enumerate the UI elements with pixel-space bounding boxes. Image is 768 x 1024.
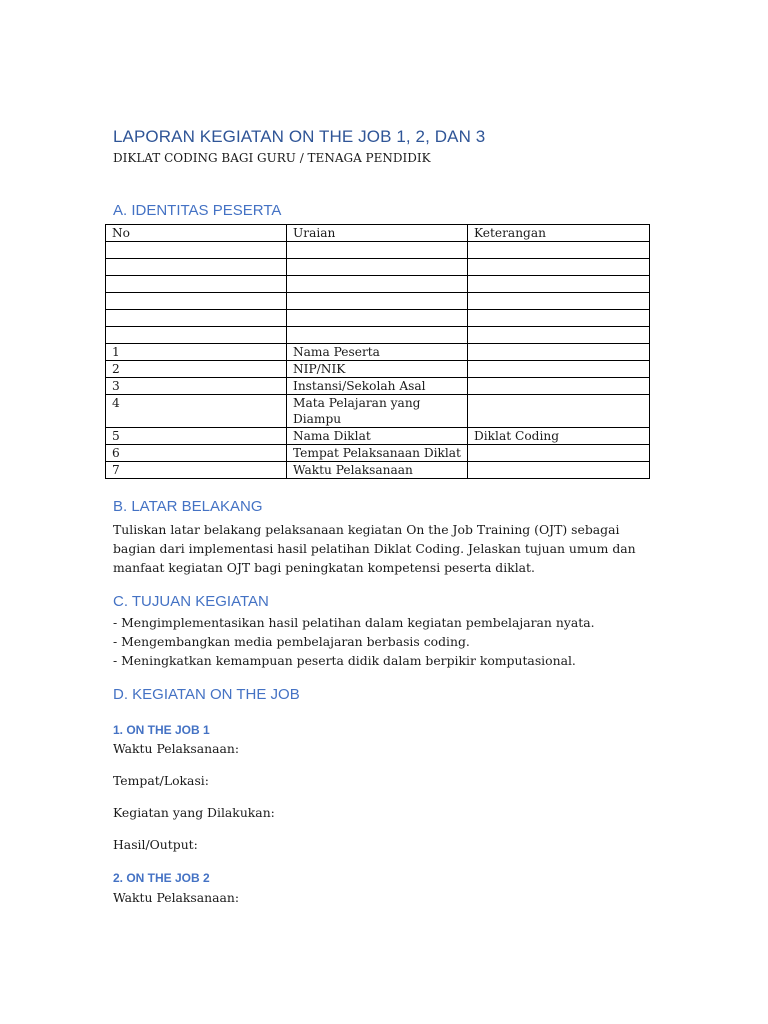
- objective-item: - Mengembangkan media pembelajaran berbasis coding.: [113, 634, 470, 649]
- cell-keterangan: [468, 344, 650, 361]
- cell-uraian: Instansi/Sekolah Asal: [287, 378, 468, 395]
- cell-uraian: Nama Peserta: [287, 344, 468, 361]
- identity-table: [105, 224, 650, 479]
- cell-keterangan: [468, 378, 650, 395]
- cell-keterangan: [468, 462, 650, 479]
- cell-keterangan: [468, 361, 650, 378]
- table-header-row: [106, 225, 650, 242]
- table-row: [106, 395, 650, 428]
- table-row: [106, 428, 650, 445]
- document-subtitle: DIKLAT CODING BAGI GURU / TENAGA PENDIDIK: [113, 151, 431, 165]
- table-row-empty: [106, 310, 650, 327]
- job2-field-time: Waktu Pelaksanaan:: [113, 890, 240, 905]
- cell-no: 3: [106, 378, 287, 395]
- cell-keterangan: [468, 445, 650, 462]
- cell-no: 5: [106, 428, 287, 445]
- job1-field-location: Tempat/Lokasi:: [113, 773, 209, 788]
- table-row: [106, 344, 650, 361]
- job2-heading: 2. ON THE JOB 2: [113, 871, 210, 885]
- cell-uraian: Tempat Pelaksanaan Diklat: [287, 445, 468, 462]
- job1-field-output: Hasil/Output:: [113, 837, 198, 852]
- header-no: No: [106, 225, 287, 242]
- cell-no: 2: [106, 361, 287, 378]
- job1-field-activity: Kegiatan yang Dilakukan:: [113, 805, 275, 820]
- objective-item: - Mengimplementasikan hasil pelatihan dalam kegiatan pembelajaran nyata.: [113, 615, 595, 630]
- table-row-empty: [106, 293, 650, 310]
- table-row-empty: [106, 276, 650, 293]
- header-uraian: Uraian: [287, 225, 468, 242]
- cell-keterangan: Diklat Coding: [468, 428, 650, 445]
- cell-no: 6: [106, 445, 287, 462]
- table-row-empty: [106, 242, 650, 259]
- table-row-empty: [106, 259, 650, 276]
- cell-no: 4: [106, 395, 287, 428]
- cell-uraian: Mata Pelajaran yang Diampu: [287, 395, 468, 428]
- section-b-heading: B. LATAR BELAKANG: [113, 498, 263, 515]
- cell-uraian: Nama Diklat: [287, 428, 468, 445]
- table-row: [106, 445, 650, 462]
- cell-uraian: NIP/NIK: [287, 361, 468, 378]
- header-keterangan: Keterangan: [468, 225, 650, 242]
- table-row: [106, 378, 650, 395]
- section-b-text: Tuliskan latar belakang pelaksanaan kegiatan On the Job Training (OJT) sebagai bagian dari implementasi hasil pelatihan Diklat Coding. Jelaskan tujuan umum dan manfaat kegiatan OJT bagi peningkatan kompetensi peserta diklat.: [113, 522, 636, 575]
- job1-field-time: Waktu Pelaksanaan:: [113, 741, 240, 756]
- table-row: [106, 361, 650, 378]
- table-row-empty: [106, 327, 650, 344]
- section-c-heading: C. TUJUAN KEGIATAN: [113, 593, 269, 610]
- table-row: [106, 462, 650, 479]
- section-d-heading: D. KEGIATAN ON THE JOB: [113, 686, 300, 703]
- cell-no: 7: [106, 462, 287, 479]
- document-title: LAPORAN KEGIATAN ON THE JOB 1, 2, DAN 3: [113, 127, 486, 146]
- section-a-heading: A. IDENTITAS PESERTA: [113, 202, 282, 219]
- cell-keterangan: [468, 395, 650, 428]
- objective-item: - Meningkatkan kemampuan peserta didik dalam berpikir komputasional.: [113, 653, 576, 668]
- cell-no: 1: [106, 344, 287, 361]
- cell-uraian: Waktu Pelaksanaan: [287, 462, 468, 479]
- job1-heading: 1. ON THE JOB 1: [113, 723, 210, 737]
